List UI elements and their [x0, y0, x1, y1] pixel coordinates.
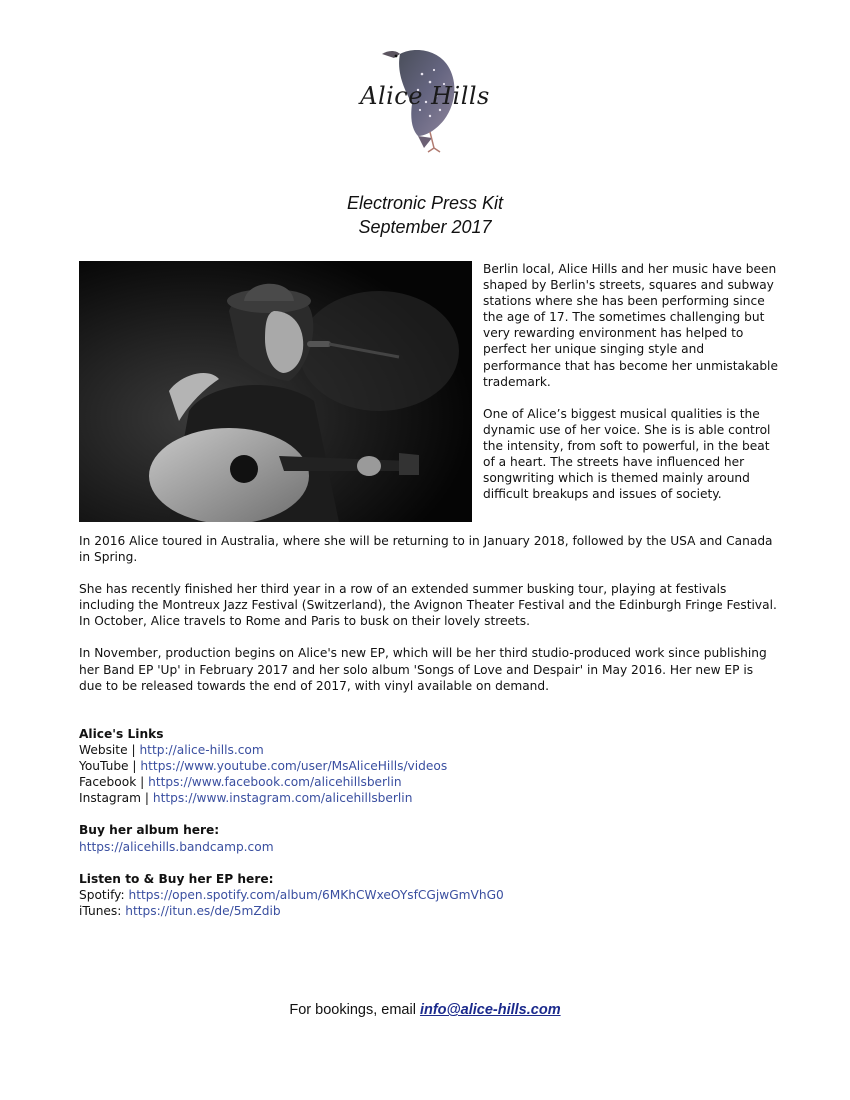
link-row-facebook: [79, 774, 779, 790]
link-label: YouTube |: [79, 759, 141, 774]
section-heading: Alice's Links: [79, 727, 164, 741]
title-line-1: Electronic Press Kit: [346, 193, 504, 213]
booking-email-link[interactable]: info@alice-hills.com: [419, 1002, 561, 1018]
body-paragraph: In 2016 Alice toured in Australia, where she will be returning to in January 2018, followed by the USA and Canada in Spring.: [79, 534, 773, 565]
link-label: Instagram |: [79, 791, 153, 806]
body-paragraph: In November, production begins on Alice's new EP, which will be her third studio-produced work since publishing her Band EP 'Up' in February 2017 and her solo album 'Songs of Love and Despair' in May 2016. Her new EP is due to be released towards the end of 2017, with vinyl available on demand.: [79, 646, 767, 693]
section-heading: Listen to & Buy her EP here:: [79, 871, 274, 886]
body-paragraph: She has recently finished her third year in a row of an extended summer busking tour, playing at festivals including the Montreux Jazz Festival (Switzerland), the Avignon Theater Festival and the Edinburgh Fringe Festival. In October, Alice travels to Rome and Paris to busk on their lovely streets.: [79, 582, 777, 629]
title-line-2: September 2017: [358, 217, 492, 237]
spotify-link[interactable]: https://open.spotify.com/album/6MKhCWxeOYsfCGjwGmVhG0: [128, 887, 504, 902]
ep-section: [79, 871, 779, 919]
link-row-website: [79, 742, 779, 758]
body-text: [79, 533, 779, 710]
starling-bird-icon: [360, 44, 490, 156]
link-row-itunes: [79, 903, 779, 919]
link-row-spotify: [79, 887, 779, 903]
artist-photo: [79, 261, 472, 522]
youtube-link[interactable]: https://www.youtube.com/user/MsAliceHills/videos: [140, 759, 448, 774]
intro-paragraph: One of Alice’s biggest musical qualities is the dynamic use of her voice. She is is able control the intensity, from soft to powerful, in the beat of a heart. The streets have influenced her songwriting which is themed mainly around difficult breakups and issues of society.: [483, 406, 771, 502]
alice-links-section: [79, 726, 779, 806]
links-area: [79, 726, 779, 935]
page-title: [0, 191, 850, 239]
link-row-bandcamp: [79, 839, 779, 855]
footer-text: For bookings, email: [289, 1002, 420, 1018]
link-row-youtube: [79, 758, 779, 774]
booking-footer: [0, 1002, 850, 1018]
link-label: Spotify:: [79, 887, 129, 902]
facebook-link[interactable]: https://www.facebook.com/alicehillsberlin: [148, 775, 402, 790]
album-section: [79, 822, 779, 854]
link-label: iTunes:: [79, 903, 126, 918]
itunes-link[interactable]: https://itun.es/de/5mZdib: [125, 903, 281, 918]
instagram-link[interactable]: https://www.instagram.com/alicehillsberlin: [152, 791, 413, 806]
intro-text: [483, 261, 783, 518]
intro-paragraph: Berlin local, Alice Hills and her music have been shaped by Berlin's streets, squares and subway stations where she has been performing since the age of 17. The sometimes challenging but very rewarding environment has helped to perfect her unique singing style and performance that has become her unmistakable trademark.: [483, 262, 778, 389]
link-label: Facebook |: [79, 775, 149, 790]
logo: [360, 44, 490, 156]
link-row-instagram: [79, 790, 779, 806]
bandcamp-link[interactable]: https://alicehills.bandcamp.com: [79, 839, 274, 854]
artist-photo-image: [79, 261, 472, 522]
logo-text: Alice Hills: [360, 82, 490, 110]
section-heading: Buy her album here:: [79, 823, 220, 838]
website-link[interactable]: http://alice-hills.com: [139, 743, 264, 758]
link-label: Website |: [79, 743, 140, 758]
